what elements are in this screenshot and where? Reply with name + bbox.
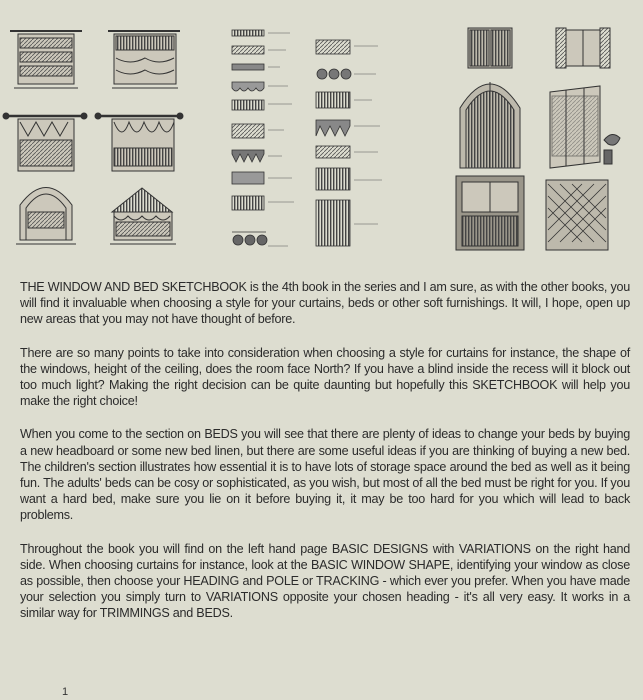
window-shapes-icon	[456, 28, 620, 250]
roman-blind-2-icon	[108, 31, 180, 88]
lattice-window-icon	[546, 180, 608, 250]
blind-sketches-icon	[3, 31, 183, 244]
louvre-shutters-icon	[468, 28, 512, 68]
trimmings-right-column	[316, 40, 351, 246]
illustration-svg	[0, 0, 643, 262]
window-with-shutters-icon	[556, 28, 610, 68]
intro-paragraph: THE WINDOW AND BED SKETCHBOOK is the 4th book in the series and I am sure, as with the other books, you will find it invaluable when choosing a style for your curtains, beds or other soft furnishings. It will, I hope, open up new areas that you may not have thought of before.	[20, 280, 630, 327]
trimmings-left-column	[232, 30, 267, 245]
illustration-strip	[0, 0, 643, 262]
beds-paragraph: When you come to the section on BEDS you will see that there are plenty of ideas to change your beds by buying a new headboard or some new bed linen, but there are some useful ideas if you are thinking of buying a new bed. The children's section illustrates how essential it is to have lots of storage space around the bed as well as it being fun. The adults' beds can be cosy or sophisticated, as you wish, but most of all the bed must be right for you. If you want a hard bed, make sure you lie on it before buying it, it may be too hard for you which will lead to back problems.	[20, 427, 630, 523]
curtain-paragraph: There are so many points to take into consideration when choosing a style for curtains for instance, the shape of the windows, height of the ceiling, does the room face North? If you have a blind inside the recess will it block out too much light? Making the right decision can be quite daunting but hopefully this SKETCHBOOK will help you make the right choice!	[20, 345, 630, 409]
folding-doors-icon	[550, 86, 620, 168]
body-text	[20, 279, 630, 639]
arched-window-blind-icon	[16, 188, 76, 245]
canopy-blind-icon	[110, 188, 176, 244]
sash-window-icon	[456, 176, 524, 250]
usage-paragraph: Throughout the book you will find on the left hand page BASIC DESIGNS with VARIATIONS on the right hand side. When choosing curtains for instance, look at the BASIC WINDOW SHAPE, identifying your window as close as possible, then choose your HEADING and POLE or TRACKING - which ever you prefer. When you have made your selection you simply turn to VARIATIONS opposite your chosen heading - it's all very easy. It works in a similar way for TRIMMINGS and BEDS.	[20, 541, 630, 621]
page-number: 1	[62, 686, 69, 698]
roman-blind-1-icon	[10, 31, 82, 88]
arched-french-door-icon	[460, 82, 520, 168]
roman-blind-4-icon	[95, 113, 183, 171]
trimmings-chart-icon	[232, 30, 382, 246]
roman-blind-3-icon	[3, 113, 87, 171]
